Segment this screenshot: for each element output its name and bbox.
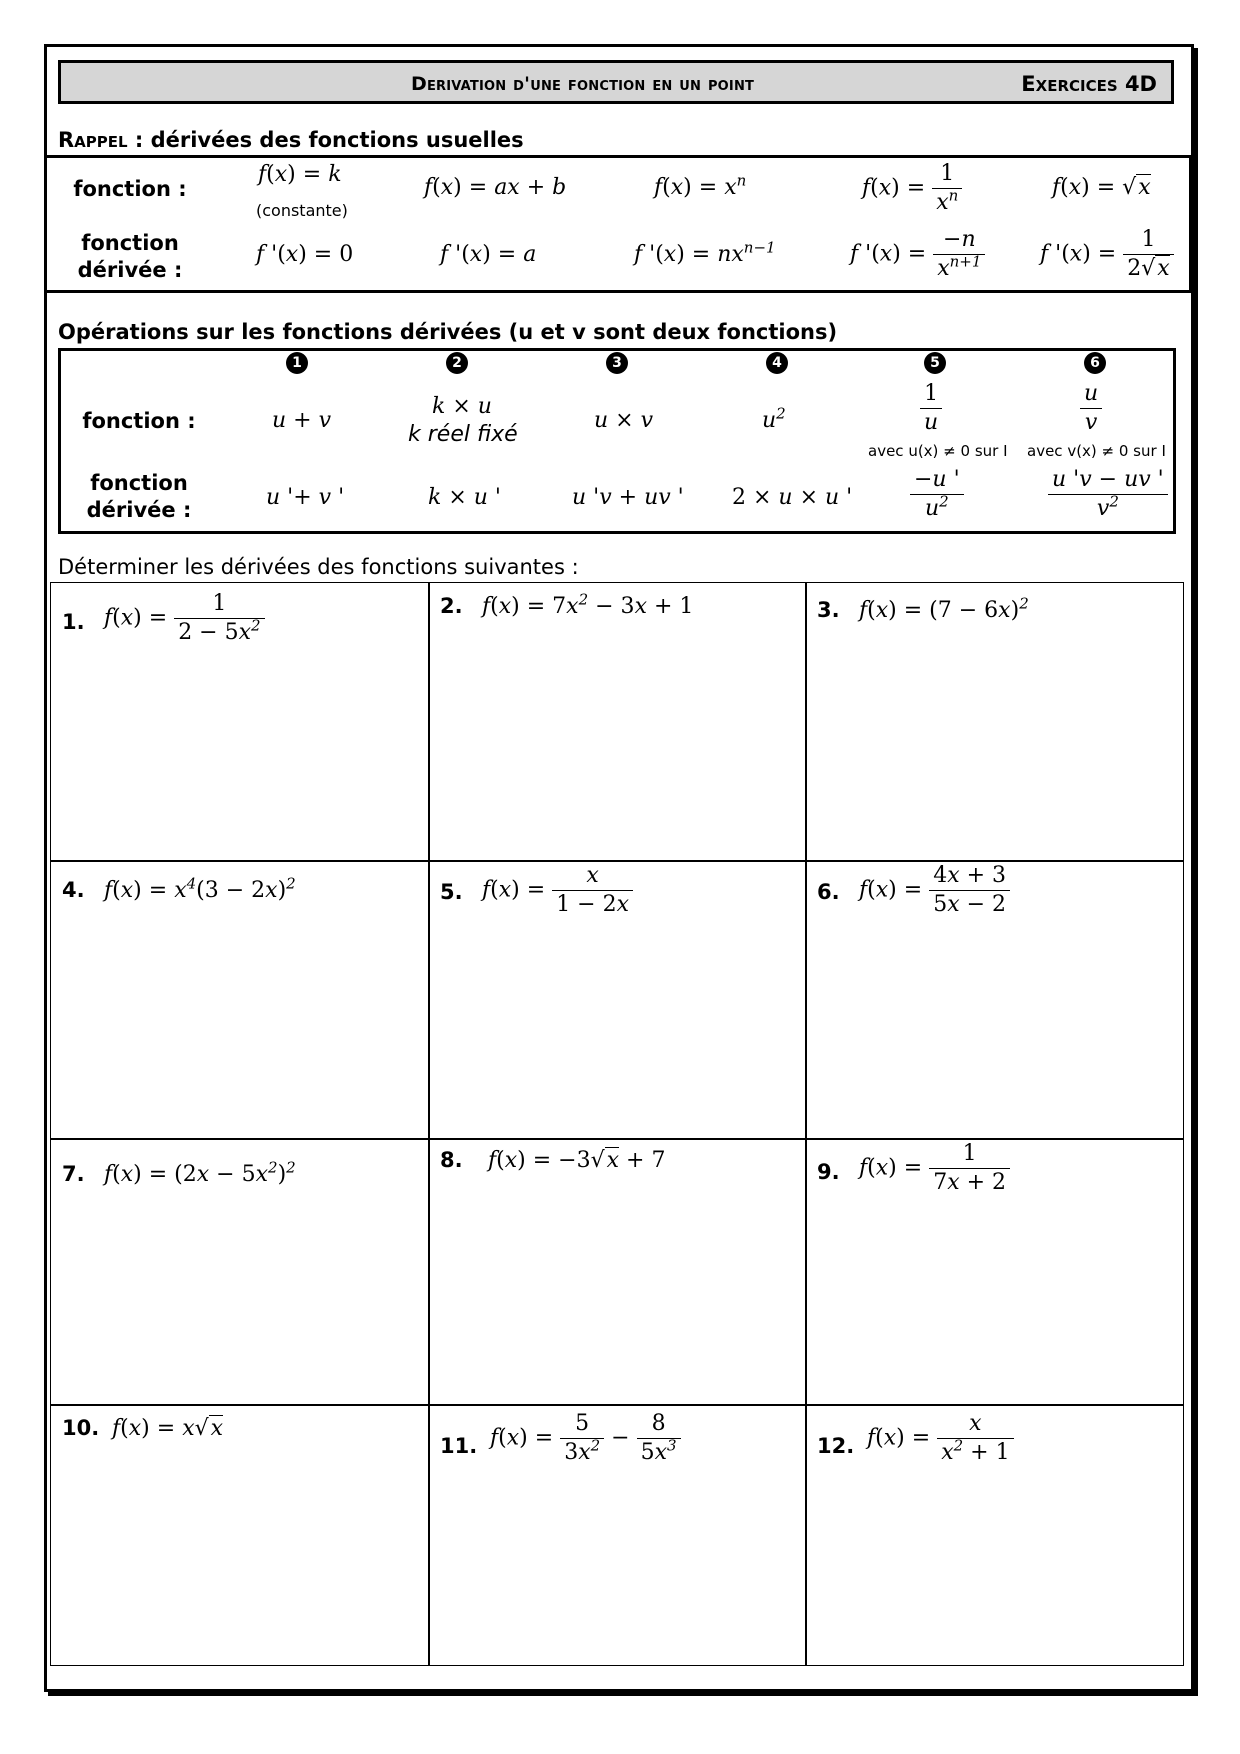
- formula: u '+ v ': [266, 485, 345, 510]
- rappel-row-function-label: fonction :: [73, 177, 187, 201]
- formula: f(x) = √x: [1052, 175, 1151, 200]
- formula: f(x) = $\frac{5}{3x^2}$ − $\frac{8}{5x^3}$: [490, 1410, 681, 1467]
- exercise-number: 11.: [440, 1434, 478, 1458]
- frame-shadow: [1194, 48, 1198, 1696]
- formula: f(x) = k: [258, 162, 342, 187]
- formula: f(x) = x√x: [112, 1416, 224, 1441]
- condition-v: avec v(x) ≠ 0 sur I: [1027, 442, 1166, 460]
- page-title: Derivation d'une fonction en un point: [411, 73, 755, 95]
- exercise-number: 5.: [440, 880, 463, 904]
- formula: u × v: [594, 408, 654, 433]
- formula: $f(x) = x^4(3 - 2x)^2$: [104, 874, 296, 903]
- condition-u: avec u(x) ≠ 0 sur I: [868, 442, 1008, 460]
- rappel-rest: : dérivées des fonctions usuelles: [127, 128, 524, 152]
- formula: u + v: [272, 408, 332, 433]
- exercise-number: 10.: [62, 1416, 100, 1440]
- formula: f '(x) = $\frac{1}{2√x}$: [1040, 226, 1174, 283]
- exercise-number: 2.: [440, 594, 463, 618]
- exercise-number: 3.: [817, 598, 840, 622]
- grid-line: [805, 582, 807, 1666]
- formula: $\frac{-u '}{u^2}$: [910, 466, 964, 523]
- grid-line: [50, 1138, 1184, 1140]
- ops-row-derivative-label: fonction dérivée :: [86, 471, 192, 522]
- formula: $f(x) = 7x^2 - 3x + 1$: [482, 590, 694, 619]
- constante-note: (constante): [256, 201, 348, 220]
- rappel-row-derivative-label: fonction dérivée :: [77, 231, 183, 282]
- formula: $\frac{u}{v}$: [1080, 380, 1102, 437]
- formula: $f(x) = (2x - 5x^2)^2$: [104, 1158, 296, 1187]
- formula: f '(x) = 0: [256, 242, 354, 267]
- rappel-table: [44, 155, 1192, 293]
- formula: f(x) = $\frac{4x + 3}{5x - 2}$: [859, 862, 1010, 919]
- formula: f(x) = −3√x + 7: [488, 1148, 666, 1173]
- formula: f '(x) = a: [440, 242, 537, 267]
- ops-row-function-label: fonction :: [82, 409, 196, 433]
- formula: f(x) = $\frac{x}{x^2 + 1}$: [867, 1410, 1014, 1467]
- header-bar: [58, 60, 1174, 104]
- exercise-code: Exercices 4D: [1021, 72, 1157, 96]
- formula: f '$(x) = nx^{n-1}$: [634, 238, 776, 267]
- formula: f '(x) = $\frac{-n}{x^{n+1}}$: [850, 226, 985, 283]
- formula: $u^2$: [762, 404, 786, 433]
- formula: f(x) = $\frac{1}{7x + 2}$: [859, 1140, 1010, 1197]
- formula: f(x) = ax + b: [424, 175, 567, 200]
- grid-line: [50, 1404, 1184, 1406]
- exercise-number: 8.: [440, 1148, 463, 1172]
- marker: 2: [446, 352, 468, 374]
- exercise-number: 4.: [62, 878, 85, 902]
- exercise-grid: [50, 582, 1184, 1666]
- exercise-number: 1.: [62, 610, 85, 634]
- formula: f(x) = $\frac{1}{x^n}$: [862, 160, 962, 217]
- instruction: Déterminer les dérivées des fonctions suivantes :: [58, 555, 579, 579]
- formula: u 'v + uv ': [572, 485, 684, 510]
- formula: $f(x) = x^n$: [654, 171, 747, 200]
- rappel-prefix: Rappel: [58, 128, 128, 152]
- formula: k × u ': [428, 485, 501, 510]
- rappel-title: [58, 128, 524, 152]
- marker: 5: [924, 352, 946, 374]
- marker: 4: [766, 352, 788, 374]
- exercise-number: 9.: [817, 1160, 840, 1184]
- marker: 3: [606, 352, 628, 374]
- formula: 2 × u × u ': [732, 485, 853, 510]
- formula: f(x) = $\frac{1}{2 - 5x^2}$: [104, 590, 265, 647]
- grid-line: [428, 582, 430, 1666]
- marker: 1: [286, 352, 308, 374]
- formula: $f(x) = (7 - 6x)^2$: [859, 594, 1029, 623]
- formula: $\frac{1}{u}$: [920, 380, 942, 437]
- operations-title: Opérations sur les fonctions dérivées (u et v sont deux fonctions): [58, 320, 838, 344]
- exercise-number: 12.: [817, 1434, 855, 1458]
- formula: f(x) = $\frac{x}{1 - 2x}$: [482, 862, 633, 919]
- exercise-number: 6.: [817, 880, 840, 904]
- marker: 6: [1084, 352, 1106, 374]
- exercise-number: 7.: [62, 1162, 85, 1186]
- formula: $\frac{u 'v - uv '}{v^2}$: [1048, 466, 1168, 523]
- frame-shadow: [48, 1692, 1198, 1696]
- formula: k × u: [432, 394, 492, 419]
- k-note: k réel fixé: [408, 422, 518, 447]
